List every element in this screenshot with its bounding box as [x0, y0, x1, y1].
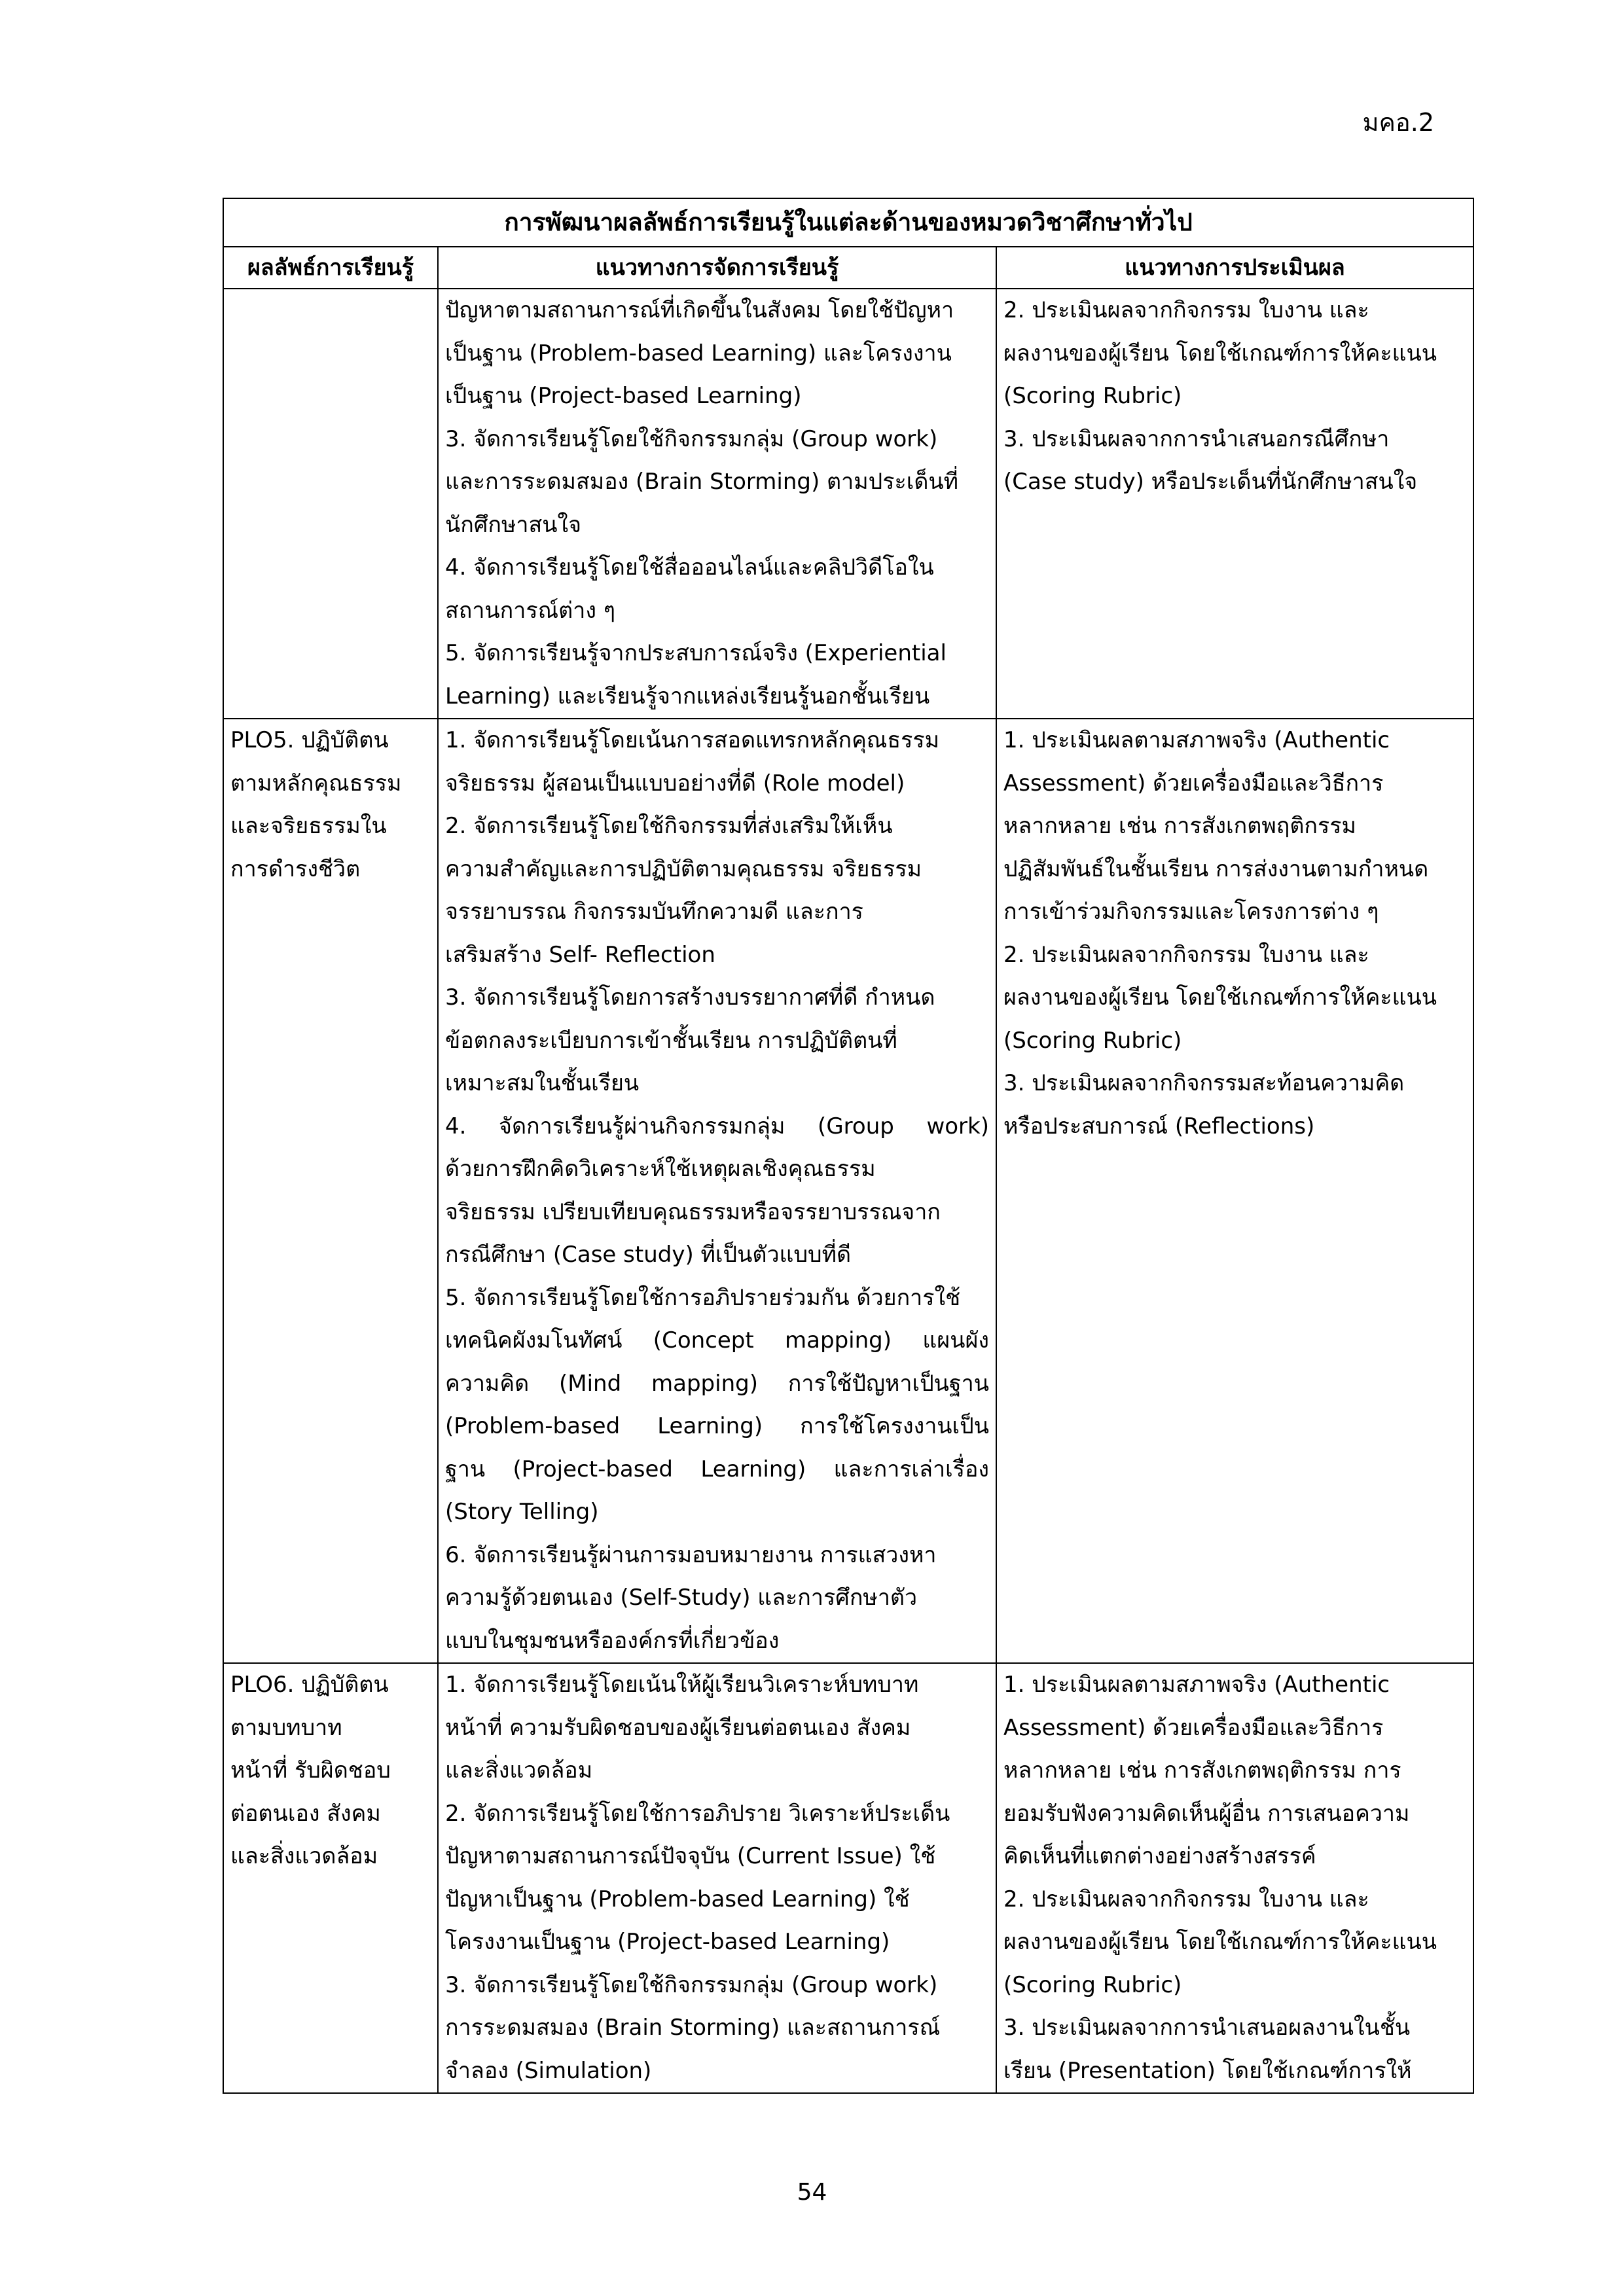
cell-text-line: จรรยาบรรณ กิจกรรมบันทึกความดี และการ: [445, 899, 863, 925]
cell-text-line: 3. จัดการเรียนรู้โดยใช้กิจกรรมกลุ่ม (Group work): [445, 425, 938, 452]
column-header-assessment: แนวทางการประเมินผล: [996, 247, 1473, 289]
cell-text-line: การเข้าร่วมกิจกรรมและโครงการต่าง ๆ: [1003, 899, 1379, 925]
cell-text-line: จริยธรรม ผู้สอนเป็นแบบอย่างที่ดี (Role model): [445, 770, 905, 797]
outcome-cell: [223, 289, 438, 719]
cell-text-line: ความสำคัญและการปฏิบัติตามคุณธรรม จริยธรรม: [445, 855, 922, 882]
cell-text-line: จริยธรรม เปรียบเทียบคุณธรรมหรือจรรยาบรรณจาก: [445, 1198, 941, 1225]
cell-text-line: (Scoring Rubric): [1003, 1971, 1182, 1998]
table-row: [223, 1663, 1473, 2093]
cell-text-line: เป็นฐาน (Project-based Learning): [445, 383, 802, 409]
outcome-cell: [223, 719, 438, 1663]
column-header-outcome: ผลลัพธ์การเรียนรู้: [223, 247, 438, 289]
cell-text-line: 2. ประเมินผลจากกิจกรรม ใบงาน และ: [1003, 297, 1369, 323]
cell-text-line: เทคนิคผังมโนทัศน์ (Concept mapping) แผนผัง: [445, 1327, 989, 1354]
outcome-cell: [223, 1663, 438, 2093]
cell-text-line: PLO6. ปฏิบัติตน: [230, 1672, 389, 1698]
cell-text-line: 1. ประเมินผลตามสภาพจริง (Authentic: [1003, 1672, 1390, 1698]
cell-text-line: (Case study) หรือประเด็นที่นักศึกษาสนใจ: [1003, 469, 1418, 495]
cell-text-line: และสิ่งแวดล้อม: [445, 1757, 593, 1784]
column-header-teaching: แนวทางการจัดการเรียนรู้: [438, 247, 996, 289]
cell-text-line: 1. จัดการเรียนรู้โดยเน้นการสอดแทรกหลักคุณธรรม: [445, 727, 940, 753]
cell-text-line: 4. จัดการเรียนรู้ผ่านกิจกรรมกลุ่ม (Group work): [445, 1113, 989, 1139]
table-title-row: [223, 198, 1473, 247]
teaching-cell: [438, 1663, 996, 2093]
cell-text-line: 1. จัดการเรียนรู้โดยเน้นให้ผู้เรียนวิเคราะห์บทบาท: [445, 1672, 919, 1698]
learning-outcomes-table: [223, 198, 1474, 2094]
cell-text-line: 2. ประเมินผลจากกิจกรรม ใบงาน และ: [1003, 1886, 1369, 1912]
cell-text-line: เป็นฐาน (Problem-based Learning) และโครงงาน: [445, 340, 952, 367]
cell-text-line: ปัญหาตามสถานการณ์ที่เกิดขึ้นในสังคม โดยใช้ปัญหา: [445, 297, 954, 323]
cell-text-line: ปฏิสัมพันธ์ในชั้นเรียน การส่งงานตามกำหนด: [1003, 855, 1429, 882]
cell-text-line: ความคิด (Mind mapping) การใช้ปัญหาเป็นฐาน: [445, 1370, 989, 1397]
cell-text-line: ผลงานของผู้เรียน โดยใช้เกณฑ์การให้คะแนน: [1003, 984, 1437, 1011]
cell-text-line: การดำรงชีวิต: [230, 855, 361, 882]
cell-text-line: 3. จัดการเรียนรู้โดยการสร้างบรรยากาศที่ดี กำหนด: [445, 984, 935, 1011]
cell-text-line: ต่อตนเอง สังคม: [230, 1800, 381, 1827]
cell-text-line: 2. จัดการเรียนรู้โดยใช้กิจกรรมที่ส่งเสริมให้เห็น: [445, 813, 893, 839]
cell-text-line: 5. จัดการเรียนรู้โดยใช้การอภิปรายร่วมกัน ด้วยการใช้: [445, 1284, 961, 1311]
cell-text-line: หน้าที่ ความรับผิดชอบของผู้เรียนต่อตนเอง สังคม: [445, 1714, 911, 1741]
cell-text-line: ยอมรับฟังความคิดเห็นผู้อื่น การเสนอความ: [1003, 1800, 1410, 1827]
cell-text-line: 3. ประเมินผลจากการนำเสนอกรณีศึกษา: [1003, 425, 1390, 452]
cell-text-line: ผลงานของผู้เรียน โดยใช้เกณฑ์การให้คะแนน: [1003, 1929, 1437, 1955]
cell-text-line: นักศึกษาสนใจ: [445, 511, 582, 538]
page-number: 54: [797, 2179, 827, 2206]
cell-text-line: 2. จัดการเรียนรู้โดยใช้การอภิปราย วิเคราะห์ประเด็น: [445, 1800, 950, 1827]
cell-text-line: จำลอง (Simulation): [445, 2057, 652, 2084]
table-title: การพัฒนาผลลัพธ์การเรียนรู้ในแต่ละด้านของหมวดวิชาศึกษาทั่วไป: [223, 198, 1473, 247]
document-code: มคอ.2: [1362, 108, 1434, 137]
cell-text-line: ตามบทบาท: [230, 1714, 342, 1741]
cell-text-line: กรณีศึกษา (Case study) ที่เป็นตัวแบบที่ดี: [445, 1242, 852, 1268]
cell-text-line: เรียน (Presentation) โดยใช้เกณฑ์การให้: [1003, 2057, 1412, 2084]
cell-text-line: โครงงานเป็นฐาน (Project-based Learning): [445, 1929, 890, 1955]
table-row: [223, 719, 1473, 1663]
cell-text-line: ฐาน (Project-based Learning) และการเล่าเรื่อง: [445, 1456, 989, 1482]
cell-text-line: หลากหลาย เช่น การสังเกตพฤติกรรม: [1003, 813, 1356, 839]
cell-text-line: (Problem-based Learning) การใช้โครงงานเป็น: [445, 1413, 989, 1439]
cell-text-line: PLO5. ปฏิบัติตน: [230, 727, 389, 753]
cell-text-line: 2. ประเมินผลจากกิจกรรม ใบงาน และ: [1003, 941, 1369, 968]
cell-text-line: 5. จัดการเรียนรู้จากประสบการณ์จริง (Experiential: [445, 640, 947, 666]
cell-text-line: 3. ประเมินผลจากกิจกรรมสะท้อนความคิด: [1003, 1070, 1405, 1096]
cell-text-line: เหมาะสมในชั้นเรียน: [445, 1070, 640, 1096]
cell-text-line: ปัญหาเป็นฐาน (Problem-based Learning) ใช้: [445, 1886, 910, 1912]
cell-text-line: 1. ประเมินผลตามสภาพจริง (Authentic: [1003, 727, 1390, 753]
cell-text-line: ปัญหาตามสถานการณ์ปัจจุบัน (Current Issue) ใช้: [445, 1843, 936, 1869]
table-row: [223, 289, 1473, 719]
cell-text-line: 4. จัดการเรียนรู้โดยใช้สื่อออนไลน์และคลิปวิดีโอใน: [445, 554, 934, 581]
cell-text-line: ข้อตกลงระเบียบการเข้าชั้นเรียน การปฏิบัติตนที่: [445, 1027, 897, 1054]
teaching-cell: [438, 289, 996, 719]
cell-text-line: หรือประสบการณ์ (Reflections): [1003, 1113, 1315, 1139]
cell-text-line: เสริมสร้าง Self- Reflection: [445, 941, 715, 968]
cell-text-line: หลากหลาย เช่น การสังเกตพฤติกรรม การ: [1003, 1757, 1401, 1784]
cell-text-line: Assessment) ด้วยเครื่องมือและวิธีการ: [1003, 770, 1384, 797]
cell-text-line: (Story Telling): [445, 1499, 599, 1525]
assessment-cell: [996, 289, 1473, 719]
cell-text-line: ตามหลักคุณธรรม: [230, 770, 402, 797]
cell-text-line: และสิ่งแวดล้อม: [230, 1843, 378, 1869]
cell-text-line: 3. ประเมินผลจากการนำเสนอผลงานในชั้น: [1003, 2015, 1411, 2041]
cell-text-line: ความรู้ด้วยตนเอง (Self-Study) และการศึกษาตัว: [445, 1585, 918, 1611]
column-header-row: [223, 247, 1473, 289]
cell-text-line: (Scoring Rubric): [1003, 1027, 1182, 1054]
cell-text-line: สถานการณ์ต่าง ๆ: [445, 597, 615, 624]
cell-text-line: Assessment) ด้วยเครื่องมือและวิธีการ: [1003, 1714, 1384, 1741]
cell-text-line: Learning) และเรียนรู้จากแหล่งเรียนรู้นอกชั้นเรียน: [445, 683, 930, 709]
cell-text-line: ด้วยการฝึกคิดวิเคราะห์ใช้เหตุผลเชิงคุณธรรม: [445, 1156, 876, 1182]
cell-text-line: ผลงานของผู้เรียน โดยใช้เกณฑ์การให้คะแนน: [1003, 340, 1437, 367]
table-body: [223, 289, 1473, 2093]
cell-text-line: หน้าที่ รับผิดชอบ: [230, 1757, 391, 1784]
assessment-cell: [996, 719, 1473, 1663]
cell-text-line: และการระดมสมอง (Brain Storming) ตามประเด็นที่: [445, 469, 959, 495]
cell-text-line: (Scoring Rubric): [1003, 383, 1182, 409]
cell-text-line: 3. จัดการเรียนรู้โดยใช้กิจกรรมกลุ่ม (Group work): [445, 1971, 938, 1998]
cell-text-line: และจริยธรรมใน: [230, 813, 387, 839]
cell-text-line: 6. จัดการเรียนรู้ผ่านการมอบหมายงาน การแสวงหา: [445, 1541, 937, 1568]
cell-text-line: แบบในชุมชนหรือองค์กรที่เกี่ยวข้อง: [445, 1627, 780, 1654]
teaching-cell: [438, 719, 996, 1663]
assessment-cell: [996, 1663, 1473, 2093]
cell-text-line: คิดเห็นที่แตกต่างอย่างสร้างสรรค์: [1003, 1843, 1316, 1869]
cell-text-line: การระดมสมอง (Brain Storming) และสถานการณ์: [445, 2015, 941, 2041]
